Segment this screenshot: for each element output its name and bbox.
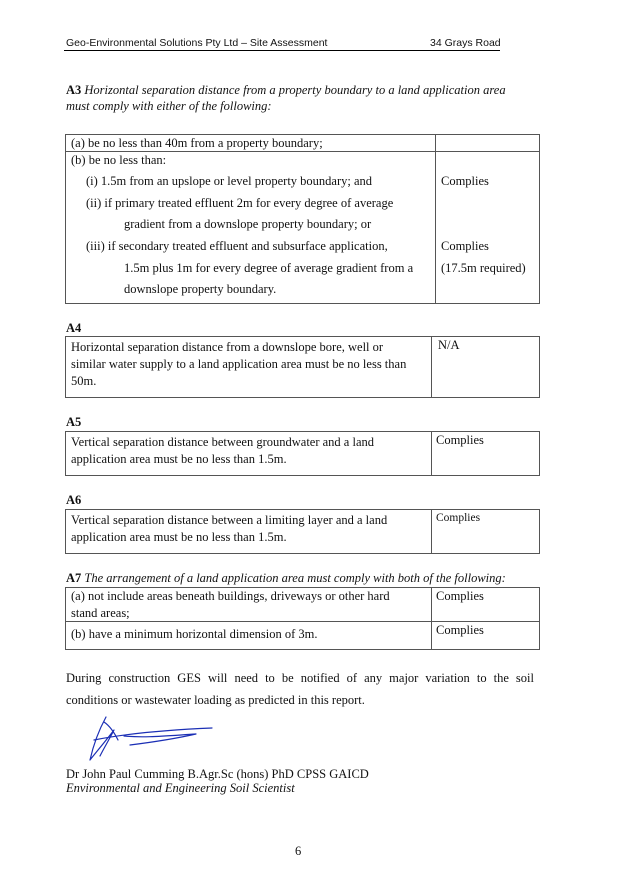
a7-row-a-line-2: stand areas;: [71, 606, 130, 620]
a5-requirement: [71, 434, 427, 468]
a3-intro-line-2: must comply with either of the following:: [66, 99, 272, 113]
a5-result: Complies: [436, 433, 484, 447]
a7-intro-text: The arrangement of a land application area must comply with both of the following:: [84, 571, 506, 585]
a6-line-2: application area must be no less than 1.5m.: [71, 530, 287, 544]
a6-code: A6: [66, 493, 82, 507]
a3-item-i: (i) 1.5m from an upslope or level property boundary; and: [86, 174, 373, 188]
handwritten-signature: [84, 712, 214, 768]
a3-item-iii-line-2: 1.5m plus 1m for every degree of average gradient from a: [124, 261, 414, 275]
a3-item-iii-line-3: downslope property boundary.: [124, 282, 277, 296]
a3-item-ii-line-1: (ii) if primary treated effluent 2m for every degree of average: [86, 196, 394, 210]
a3-result-iii-note: (17.5m required): [441, 261, 526, 275]
closing-line-1: During construction GES will need to be notified of any major variation to the soil: [66, 671, 534, 685]
signatory-title: Environmental and Engineering Soil Scientist: [66, 781, 295, 795]
a4-column-divider: [431, 336, 432, 398]
a3-row-a: (a) be no less than 40m from a property boundary;: [71, 136, 323, 150]
a7-row-b: (b) have a minimum horizontal dimension of 3m.: [71, 627, 318, 641]
a6-requirement: [71, 512, 427, 546]
a7-result-b: Complies: [436, 623, 484, 637]
a3-result-iii: Complies: [441, 239, 489, 253]
a5-line-1: Vertical separation distance between groundwater and a land: [71, 435, 374, 449]
a7-intro-line: [66, 570, 506, 586]
a3-intro-line-1: [66, 82, 506, 98]
page-number: 6: [295, 844, 302, 858]
a3-item-iii-line-1: (iii) if secondary treated effluent and subsurface application,: [86, 239, 388, 253]
a3-result-i: Complies: [441, 174, 489, 188]
a5-column-divider: [431, 431, 432, 476]
a6-result: Complies: [436, 512, 481, 524]
a7-result-a: Complies: [436, 589, 484, 603]
a3-item-ii-line-2: gradient from a downslope property boundary; or: [124, 217, 372, 231]
a4-line-2: similar water supply to a land application area must be no less than: [71, 357, 407, 371]
a7-column-divider: [431, 587, 432, 650]
a4-requirement: [71, 339, 427, 390]
a7-row-a-line-1: (a) not include areas beneath buildings, driveways or other hard: [71, 589, 390, 603]
a3-row-b: (b) be no less than:: [71, 153, 167, 167]
signatory-name: Dr John Paul Cumming B.Agr.Sc (hons) PhD CPSS GAICD: [66, 767, 369, 781]
closing-line-2: conditions or wastewater loading as predicted in this report.: [66, 693, 365, 707]
a6-column-divider: [431, 509, 432, 554]
a3-column-divider: [435, 134, 436, 304]
header-company: Geo-Environmental Solutions Pty Ltd – Site Assessment: [66, 37, 328, 49]
header-rule: [64, 50, 500, 51]
a6-line-1: Vertical separation distance between a limiting layer and a land: [71, 513, 388, 527]
a5-line-2: application area must be no less than 1.5m.: [71, 452, 287, 466]
a7-row-a: [71, 588, 427, 622]
a4-line-3: 50m.: [71, 374, 97, 388]
a4-result: N/A: [438, 338, 460, 352]
a3-intro-text-1: Horizontal separation distance from a property boundary to a land application area: [84, 83, 506, 97]
a4-code: A4: [66, 321, 82, 335]
a4-line-1: Horizontal separation distance from a downslope bore, well or: [71, 340, 384, 354]
header-address: 34 Grays Road: [430, 37, 501, 49]
a5-code: A5: [66, 415, 82, 429]
a7-code: A7: [66, 571, 82, 585]
a3-code: A3: [66, 83, 82, 97]
